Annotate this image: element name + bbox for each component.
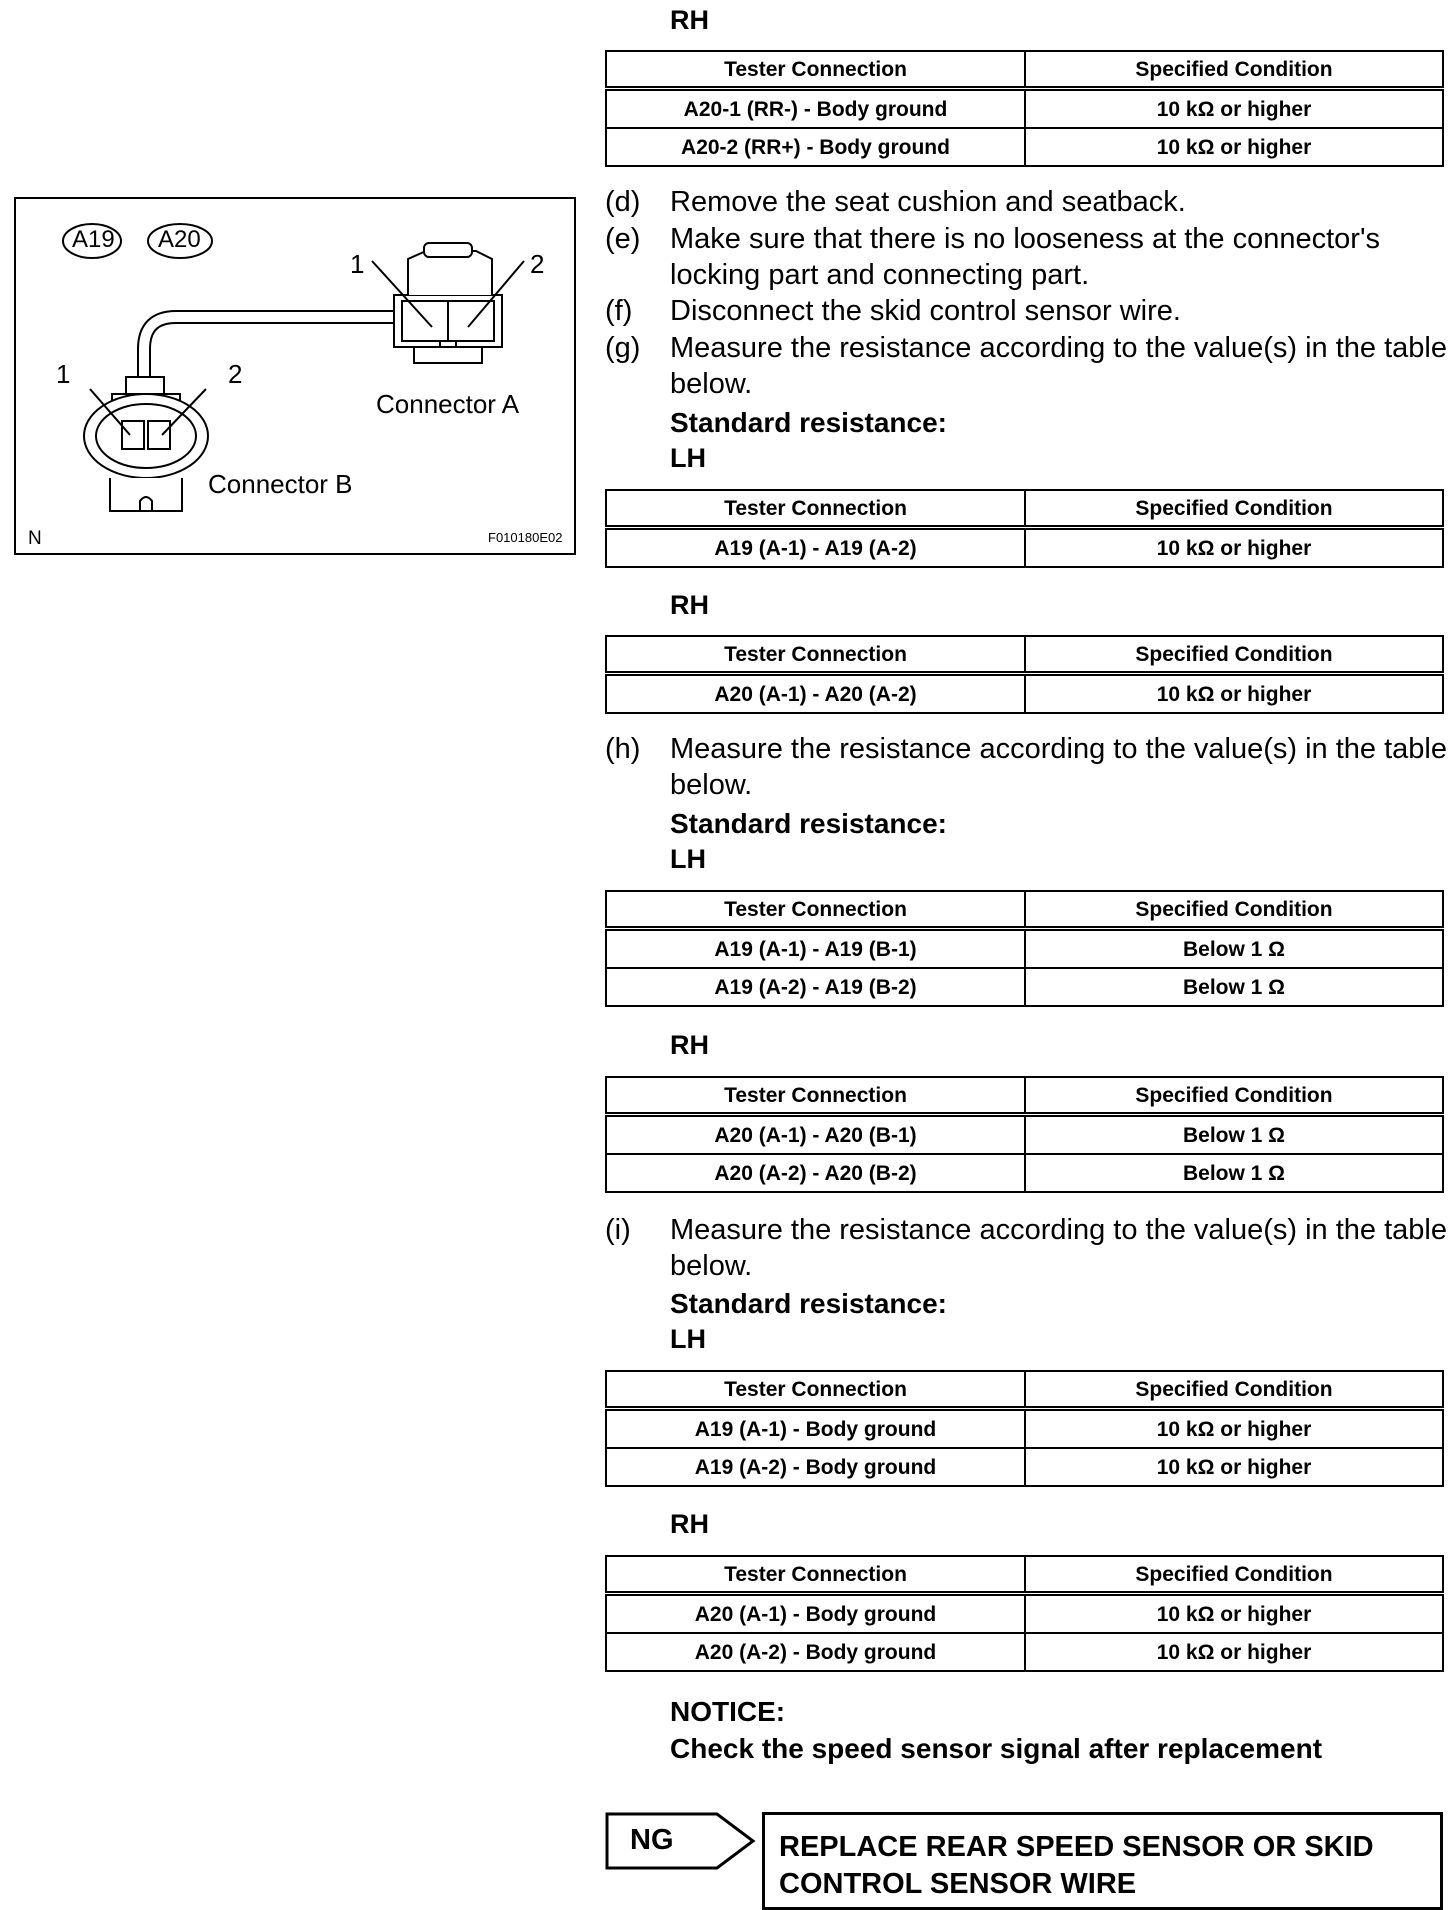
table-cell: A20 (A-2) - A20 (B-2) bbox=[606, 1154, 1025, 1192]
connector-b-pin2 bbox=[148, 421, 170, 449]
table-row bbox=[606, 968, 1443, 1006]
rh-label-top: RH bbox=[670, 5, 709, 35]
connector-a-tab bbox=[424, 243, 472, 257]
table-row bbox=[606, 528, 1443, 568]
wire-outline bbox=[144, 317, 394, 377]
spec-table-i-rh bbox=[605, 1555, 1444, 1672]
step-text: Make sure that there is no looseness at the connector's locking part and connecting part. bbox=[670, 223, 1380, 291]
spec-table-i-lh bbox=[605, 1370, 1444, 1487]
table-header: Tester Connection bbox=[606, 891, 1025, 929]
table-row bbox=[606, 128, 1443, 166]
result-line-1: REPLACE REAR SPEED SENSOR OR SKID bbox=[779, 1831, 1374, 1863]
pin-a1-label: 1 bbox=[350, 249, 365, 279]
step-text: Remove the seat cushion and seatback. bbox=[670, 186, 1186, 218]
table-cell: 10 kΩ or higher bbox=[1025, 1633, 1443, 1671]
table-row bbox=[606, 89, 1443, 129]
table-cell: 10 kΩ or higher bbox=[1025, 674, 1443, 714]
table-cell: 10 kΩ or higher bbox=[1025, 128, 1443, 166]
lh-label-g: LH bbox=[670, 443, 706, 473]
connector-b-bottom bbox=[110, 478, 182, 511]
table-cell: A19 (A-2) - A19 (B-2) bbox=[606, 968, 1025, 1006]
ng-arrow-shape bbox=[607, 1814, 753, 1868]
table-cell: A20 (A-1) - Body ground bbox=[606, 1594, 1025, 1634]
connector-b-pin1 bbox=[122, 421, 144, 449]
rh-label-h: RH bbox=[670, 1030, 709, 1060]
step-text: Disconnect the skid control sensor wire. bbox=[670, 295, 1181, 327]
table-header: Specified Condition bbox=[1025, 1077, 1443, 1115]
connector-b-label: Connector B bbox=[208, 469, 353, 499]
ng-label: NG bbox=[630, 1824, 674, 1856]
table-cell: Below 1 Ω bbox=[1025, 929, 1443, 969]
spec-table-g-rh bbox=[605, 635, 1444, 714]
table-row bbox=[606, 929, 1443, 969]
pin-b1-label: 1 bbox=[56, 359, 71, 389]
table-row bbox=[606, 1633, 1443, 1671]
table-cell: A20-2 (RR+) - Body ground bbox=[606, 128, 1025, 166]
standard-resistance-i: Standard resistance: bbox=[670, 1288, 947, 1319]
table-row bbox=[606, 1594, 1443, 1634]
pin-b2-label: 2 bbox=[228, 359, 243, 389]
table-cell: 10 kΩ or higher bbox=[1025, 1594, 1443, 1634]
table-header: Tester Connection bbox=[606, 1556, 1025, 1594]
table-header: Specified Condition bbox=[1025, 51, 1443, 89]
step-letter: (f) bbox=[605, 295, 633, 327]
badge-a19: A19 bbox=[72, 226, 115, 253]
ng-arrow bbox=[605, 1812, 757, 1870]
badge-a20: A20 bbox=[158, 226, 201, 253]
step-letter: (h) bbox=[605, 733, 641, 765]
connector-a-base bbox=[414, 347, 482, 363]
lh-label-h: LH bbox=[670, 844, 706, 874]
table-cell: A20 (A-1) - A20 (A-2) bbox=[606, 674, 1025, 714]
table-header: Specified Condition bbox=[1025, 891, 1443, 929]
table-header: Specified Condition bbox=[1025, 490, 1443, 528]
table-header: Tester Connection bbox=[606, 51, 1025, 89]
standard-resistance-g: Standard resistance: bbox=[670, 407, 947, 438]
table-row bbox=[606, 1409, 1443, 1449]
spec-table-top-rh bbox=[605, 50, 1444, 167]
step-letter: (g) bbox=[605, 332, 641, 364]
table-row bbox=[606, 1154, 1443, 1192]
table-cell: A20-1 (RR-) - Body ground bbox=[606, 89, 1025, 129]
connector-a-label: Connector A bbox=[376, 389, 520, 419]
table-header: Specified Condition bbox=[1025, 1556, 1443, 1594]
result-box bbox=[762, 1812, 1443, 1910]
step-letter: (d) bbox=[605, 186, 641, 218]
connector-diagram bbox=[14, 197, 576, 555]
table-header: Tester Connection bbox=[606, 1077, 1025, 1115]
table-cell: A20 (A-1) - A20 (B-1) bbox=[606, 1115, 1025, 1155]
table-cell: 10 kΩ or higher bbox=[1025, 528, 1443, 568]
figure-corner-n: N bbox=[28, 528, 42, 549]
table-header: Tester Connection bbox=[606, 1371, 1025, 1409]
pin-a2-label: 2 bbox=[530, 249, 545, 279]
table-cell: A19 (A-2) - Body ground bbox=[606, 1448, 1025, 1486]
notice-text: Check the speed sensor signal after replacement bbox=[670, 1733, 1323, 1764]
wire-fill bbox=[144, 317, 394, 377]
table-header: Tester Connection bbox=[606, 636, 1025, 674]
lh-label-i: LH bbox=[670, 1324, 706, 1354]
table-row bbox=[606, 1115, 1443, 1155]
spec-table-h-rh bbox=[605, 1076, 1444, 1193]
table-cell: Below 1 Ω bbox=[1025, 1115, 1443, 1155]
rh-label-i: RH bbox=[670, 1509, 709, 1539]
result-line-2: CONTROL SENSOR WIRE bbox=[779, 1868, 1137, 1900]
step-letter: (i) bbox=[605, 1214, 631, 1246]
standard-resistance-h: Standard resistance: bbox=[670, 808, 947, 839]
table-cell: A19 (A-1) - A19 (A-2) bbox=[606, 528, 1025, 568]
step-letter: (e) bbox=[605, 223, 641, 255]
spec-table-g-lh bbox=[605, 489, 1444, 568]
figure-code: F010180E02 bbox=[488, 530, 563, 545]
table-cell: 10 kΩ or higher bbox=[1025, 1448, 1443, 1486]
table-row bbox=[606, 1448, 1443, 1486]
table-row bbox=[606, 674, 1443, 714]
table-cell: Below 1 Ω bbox=[1025, 968, 1443, 1006]
table-header: Specified Condition bbox=[1025, 1371, 1443, 1409]
table-cell: A19 (A-1) - Body ground bbox=[606, 1409, 1025, 1449]
step-text: Measure the resistance according to the value(s) in the table below. bbox=[670, 1214, 1447, 1282]
step-text: Measure the resistance according to the value(s) in the table below. bbox=[670, 733, 1447, 801]
table-header: Specified Condition bbox=[1025, 636, 1443, 674]
table-header: Tester Connection bbox=[606, 490, 1025, 528]
notice-title: NOTICE: bbox=[670, 1696, 786, 1727]
table-cell: A20 (A-2) - Body ground bbox=[606, 1633, 1025, 1671]
spec-table-h-lh bbox=[605, 890, 1444, 1007]
rh-label-g: RH bbox=[670, 590, 709, 620]
table-cell: 10 kΩ or higher bbox=[1025, 89, 1443, 129]
table-cell: Below 1 Ω bbox=[1025, 1154, 1443, 1192]
table-cell: A19 (A-1) - A19 (B-1) bbox=[606, 929, 1025, 969]
table-cell: 10 kΩ or higher bbox=[1025, 1409, 1443, 1449]
step-text: Measure the resistance according to the value(s) in the table below. bbox=[670, 332, 1447, 400]
